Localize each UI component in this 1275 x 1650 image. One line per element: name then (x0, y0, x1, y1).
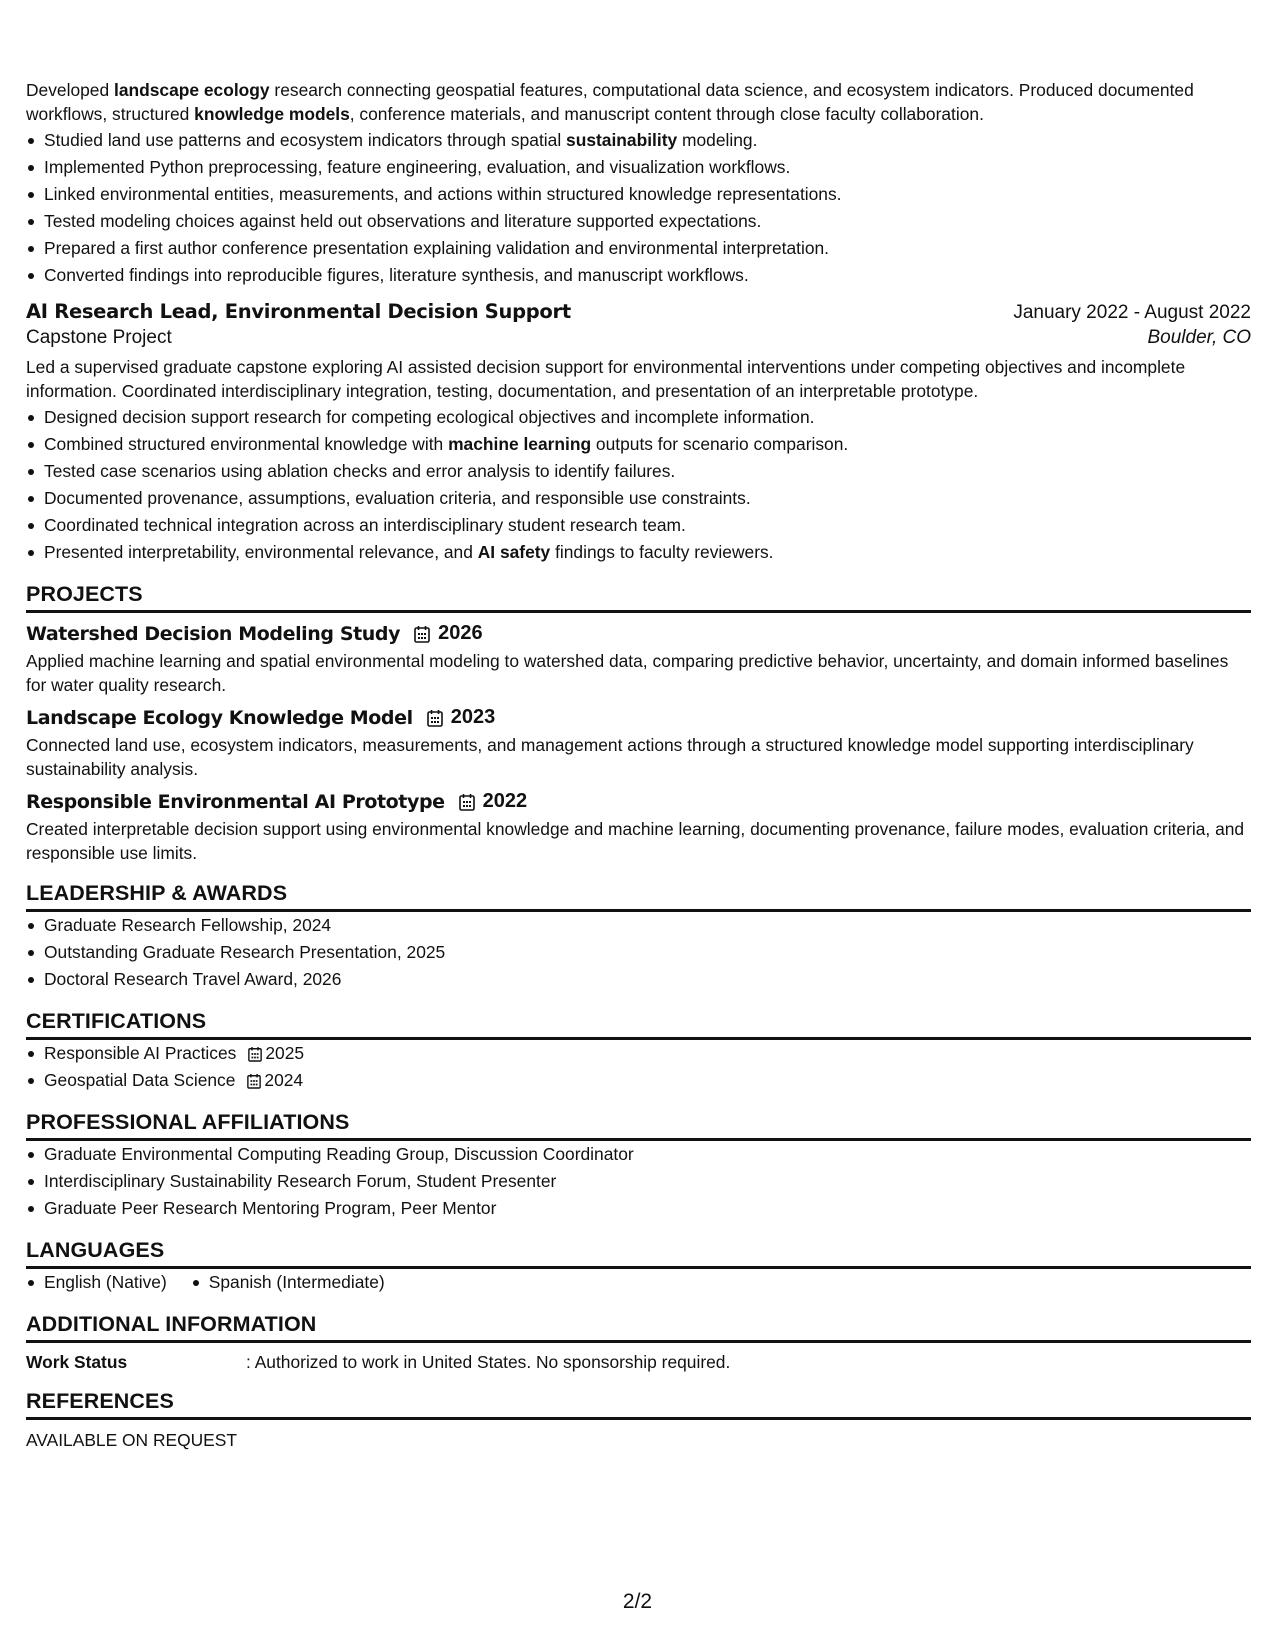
list-item: Documented provenance, assumptions, evaluation criteria, and responsible use constraints. (26, 485, 1251, 512)
list-item: Graduate Research Fellowship, 2024 (26, 912, 1251, 939)
languages-list (26, 1269, 1251, 1296)
work-status-label: Work Status (26, 1352, 128, 1372)
list-item: Linked environmental entities, measurements, and actions within structured knowledge representations. (26, 181, 1251, 208)
project-entry (26, 706, 1251, 781)
calendar-icon (247, 1073, 261, 1089)
list-item: Designed decision support research for competing ecological objectives and incomplete information. (26, 404, 1251, 431)
project-title: Responsible Environmental AI Prototype (26, 790, 445, 813)
awards-list (26, 912, 1251, 993)
list-item: Outstanding Graduate Research Presentation, 2025 (26, 939, 1251, 966)
list-item: Coordinated technical integration across an interdisciplinary student research team. (26, 512, 1251, 539)
section-heading-certifications: CERTIFICATIONS (26, 1009, 1251, 1040)
job-summary: Led a supervised graduate capstone exploring AI assisted decision support for environmental interventions under competing objectives and incomplete information. Coordinated interdisciplinary integration, testing, documentation, and presentation of an interpretable prototype. (26, 357, 1186, 401)
summary-keyword: landscape ecology (113, 80, 270, 100)
summary-text: Developed (26, 80, 114, 100)
affiliations-list (26, 1141, 1251, 1222)
list-item: Doctoral Research Travel Award, 2026 (26, 966, 1251, 993)
job-location: Boulder, CO (1147, 327, 1251, 348)
section-heading-projects: PROJECTS (26, 582, 1251, 613)
project-description: Created interpretable decision support using environmental knowledge and machine learning, documenting provenance, failure modes, evaluation criteria, and responsible use limits. (26, 819, 1245, 863)
project-title: Landscape Ecology Knowledge Model (26, 706, 413, 729)
list-item: Graduate Environmental Computing Reading Group, Discussion Coordinator (26, 1141, 1251, 1168)
job-dates: January 2022 - August 2022 (1013, 302, 1251, 323)
project-year: 2022 (482, 790, 528, 812)
certification-name: Responsible AI Practices (44, 1043, 237, 1063)
list-item: Prepared a first author conference presentation explaining validation and environmental interpretation. (26, 235, 1251, 262)
project-entry (26, 622, 1251, 697)
calendar-icon (414, 625, 430, 643)
list-item: Implemented Python preprocessing, feature engineering, evaluation, and visualization workflows. (26, 154, 1251, 181)
certification-name: Geospatial Data Science (44, 1070, 236, 1090)
job-organization: Capstone Project (26, 327, 172, 348)
certification-year: 2025 (265, 1043, 305, 1063)
list-item (26, 1040, 1251, 1067)
job-title: AI Research Lead, Environmental Decision Support (26, 300, 571, 323)
project-entry (26, 790, 1251, 865)
project-year: 2026 (438, 622, 483, 644)
section-heading-references: REFERENCES (26, 1389, 1251, 1420)
role-summary (26, 78, 1251, 126)
section-heading-languages: LANGUAGES (26, 1238, 1251, 1269)
list-item: Converted findings into reproducible figures, literature synthesis, and manuscript workflows. (26, 262, 1251, 289)
section-heading-additional: ADDITIONAL INFORMATION (26, 1312, 1251, 1343)
certifications-list (26, 1040, 1251, 1094)
list-item: Tested modeling choices against held out observations and literature supported expectations. (26, 208, 1251, 235)
job-header (26, 300, 1251, 324)
resume-page-2 (26, 78, 1251, 1451)
project-title: Watershed Decision Modeling Study (26, 622, 401, 645)
summary-text: research connecting geospatial features, computational data science, and ecosystem indicators. Produced documented workflows, structured (26, 80, 1194, 124)
calendar-icon (248, 1046, 262, 1062)
list-item: Interdisciplinary Sustainability Research Forum, Student Presenter (26, 1168, 1251, 1195)
job-subheader (26, 327, 1251, 349)
project-header (26, 790, 1251, 813)
section-heading-affiliations: PROFESSIONAL AFFILIATIONS (26, 1110, 1251, 1141)
job-bullets (26, 404, 1251, 566)
project-description: Connected land use, ecosystem indicators, measurements, and management actions through a structured knowledge model supporting interdisciplinary sustainability analysis. (26, 735, 1194, 779)
summary-text: , conference materials, and manuscript content through close faculty collaboration. (349, 104, 984, 124)
project-year: 2023 (450, 706, 496, 728)
list-item: Tested case scenarios using ablation checks and error analysis to identify failures. (26, 458, 1251, 485)
list-item: Graduate Peer Research Mentoring Program, Peer Mentor (26, 1195, 1251, 1222)
list-item: Presented interpretability, environmental relevance, and AI safety findings to faculty reviewers. (26, 539, 1251, 566)
project-description: Applied machine learning and spatial environmental modeling to watershed data, comparing predictive behavior, uncertainty, and domain informed baselines for water quality research. (26, 651, 1229, 695)
calendar-icon (427, 709, 443, 727)
references-text: AVAILABLE ON REQUEST (26, 1430, 238, 1450)
calendar-icon (459, 793, 475, 811)
page-number: 2/2 (622, 1590, 653, 1613)
summary-keyword: knowledge models (194, 104, 350, 124)
list-item: Studied land use patterns and ecosystem indicators through spatial sustainability modeling. (26, 127, 1251, 154)
section-heading-leadership: LEADERSHIP & AWARDS (26, 881, 1251, 912)
list-item: English (Native) (26, 1269, 167, 1296)
list-item: Combined structured environmental knowledge with machine learning outputs for scenario comparison. (26, 431, 1251, 458)
project-header (26, 706, 1251, 729)
project-header (26, 622, 1251, 645)
certification-year: 2024 (264, 1070, 304, 1090)
work-status-value: : Authorized to work in United States. No sponsorship required. (246, 1352, 731, 1372)
work-status-row (26, 1352, 1251, 1373)
list-item: Spanish (Intermediate) (191, 1269, 385, 1296)
list-item (26, 1067, 1251, 1094)
role-bullets (26, 127, 1251, 289)
